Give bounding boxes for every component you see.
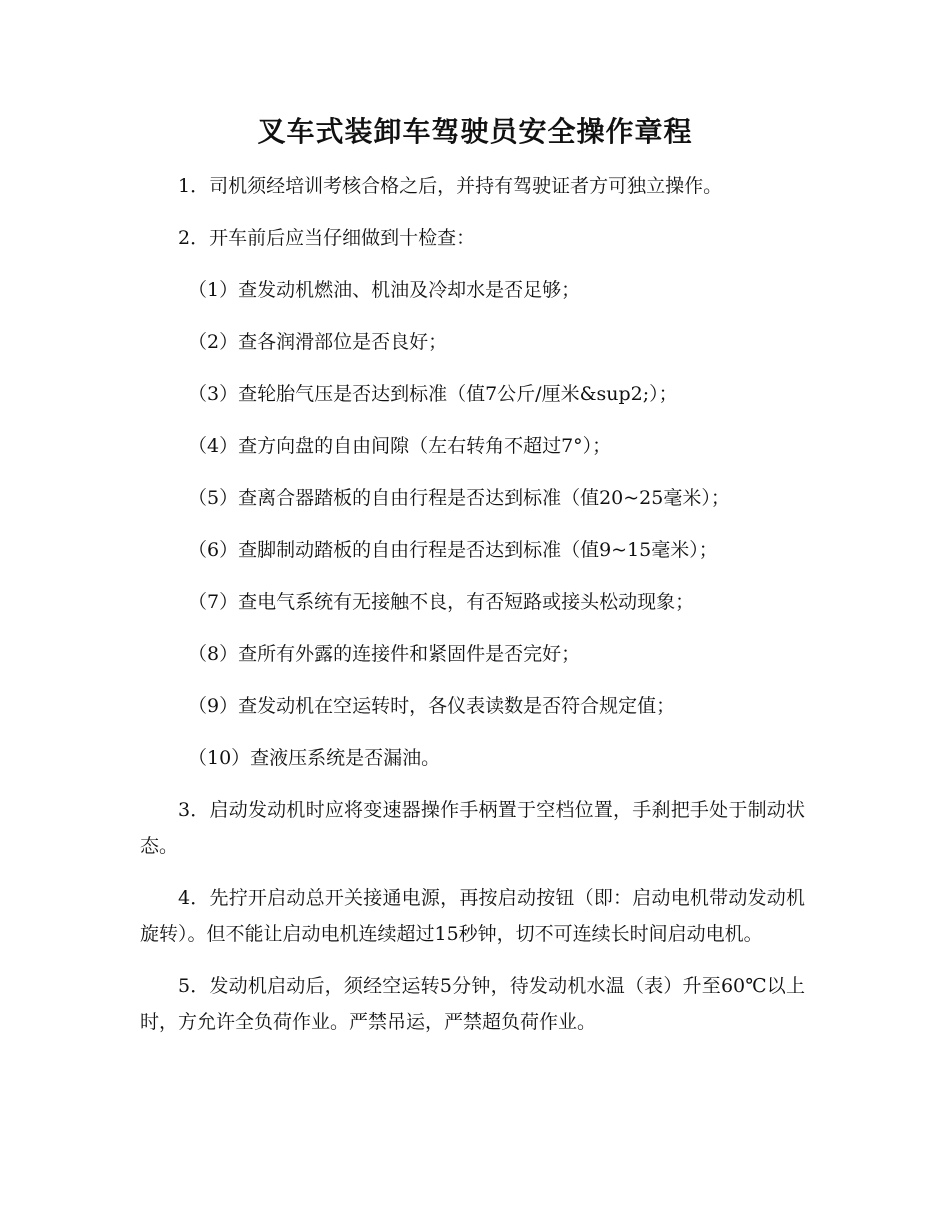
check-item-3: （3）查轮胎气压是否达到标准（值7公斤/厘米&sup2;）； <box>188 383 678 405</box>
check-item-4: （4）查方向盘的自由间隙（左右转角不超过7°）； <box>188 435 612 457</box>
check-item-7: （7）查电气系统有无接触不良，有否短路或接头松动现象； <box>188 591 695 613</box>
check-item-5: （5）查离合器踏板的自由行程是否达到标准（值20~25毫米）； <box>188 487 730 509</box>
paragraph-3: 3．启动发动机时应将变速器操作手柄置于空档位置，手刹把手处于制动状态。 <box>140 799 805 857</box>
paragraph-4: 4．先拧开启动总开关接通电源，再按启动按钮（即：启动电机带动发动机旋转）。但不能让启动电机连续超过15秒钟，切不可连续长时间启动电机。 <box>140 887 805 945</box>
check-item-10: （10）查液压系统是否漏油。 <box>188 747 441 769</box>
check-item-8: （8）查所有外露的连接件和紧固件是否完好； <box>188 643 581 665</box>
paragraph-1: 1．司机须经培训考核合格之后，并持有驾驶证者方可独立操作。 <box>178 175 723 197</box>
check-item-2: （2）查各润滑部位是否良好； <box>188 331 448 353</box>
document-title: 叉车式装卸车驾驶员安全操作章程 <box>257 115 693 148</box>
paragraph-5: 5．发动机启动后，须经空运转5分钟，待发动机水温（表）升至60℃以上时，方允许全负荷作业。严禁吊运，严禁超负荷作业。 <box>140 975 805 1033</box>
check-item-9: （9）查发动机在空运转时，各仪表读数是否符合规定值； <box>188 695 676 717</box>
check-item-1: （1）查发动机燃油、机油及冷却水是否足够； <box>188 279 581 301</box>
paragraph-2: 2．开车前后应当仔细做到十检查： <box>178 227 476 249</box>
check-item-6: （6）查脚制动踏板的自由行程是否达到标准（值9~15毫米）； <box>188 539 718 561</box>
document-body <box>140 168 805 1056</box>
